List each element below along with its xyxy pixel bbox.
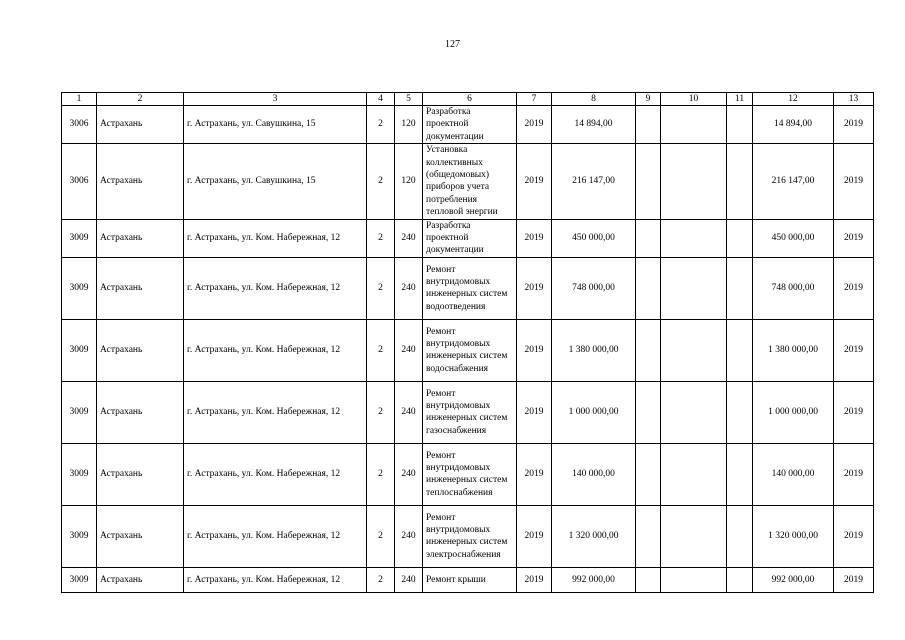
cell-address: г. Астрахань, ул. Ком. Набережная, 12	[184, 319, 367, 381]
cell-object-id: 3009	[62, 443, 97, 505]
cell-regional-fund: 1 000 000,00	[753, 381, 834, 443]
cell-floors: 2	[367, 106, 395, 144]
cell-start-year: 2019	[517, 257, 552, 319]
cell-city: Астрахань	[97, 381, 184, 443]
header-row	[62, 93, 874, 106]
cell-column-10	[661, 381, 727, 443]
cell-column-9	[636, 219, 661, 257]
column-header: 4	[367, 93, 395, 106]
cell-work-type: Ремонт внутридомовых инженерных систем электроснабжения	[423, 505, 517, 567]
cell-column-5: 120	[395, 144, 423, 219]
cell-start-year: 2019	[517, 505, 552, 567]
cell-end-year: 2019	[834, 319, 874, 381]
cell-column-9	[636, 443, 661, 505]
cell-address: г. Астрахань, ул. Ком. Набережная, 12	[184, 219, 367, 257]
cell-address: г. Астрахань, ул. Ком. Набережная, 12	[184, 505, 367, 567]
table-row	[62, 219, 874, 257]
cell-start-year: 2019	[517, 144, 552, 219]
cell-column-10	[661, 443, 727, 505]
column-header: 13	[834, 93, 874, 106]
cell-start-year: 2019	[517, 567, 552, 592]
cell-column-11	[727, 106, 753, 144]
cell-total-cost: 1 380 000,00	[552, 319, 636, 381]
cell-city: Астрахань	[97, 106, 184, 144]
cell-column-11	[727, 505, 753, 567]
cell-object-id: 3009	[62, 257, 97, 319]
cell-end-year: 2019	[834, 257, 874, 319]
registry-table	[61, 92, 874, 593]
cell-total-cost: 1 320 000,00	[552, 505, 636, 567]
column-header: 5	[395, 93, 423, 106]
cell-column-10	[661, 106, 727, 144]
cell-column-9	[636, 381, 661, 443]
cell-column-9	[636, 257, 661, 319]
table-row	[62, 505, 874, 567]
cell-object-id: 3009	[62, 567, 97, 592]
cell-start-year: 2019	[517, 106, 552, 144]
cell-work-type: Ремонт внутридомовых инженерных систем газоснабжения	[423, 381, 517, 443]
cell-column-11	[727, 257, 753, 319]
cell-floors: 2	[367, 144, 395, 219]
cell-city: Астрахань	[97, 443, 184, 505]
cell-start-year: 2019	[517, 443, 552, 505]
cell-work-type: Ремонт внутридомовых инженерных систем водоотведения	[423, 257, 517, 319]
cell-work-type: Ремонт внутридомовых инженерных систем водоснабжения	[423, 319, 517, 381]
cell-city: Астрахань	[97, 144, 184, 219]
cell-end-year: 2019	[834, 567, 874, 592]
cell-end-year: 2019	[834, 381, 874, 443]
cell-work-type: Ремонт внутридомовых инженерных систем теплоснабжения	[423, 443, 517, 505]
cell-total-cost: 450 000,00	[552, 219, 636, 257]
cell-city: Астрахань	[97, 505, 184, 567]
cell-address: г. Астрахань, ул. Савушкина, 15	[184, 106, 367, 144]
cell-column-5: 240	[395, 381, 423, 443]
cell-address: г. Астрахань, ул. Савушкина, 15	[184, 144, 367, 219]
cell-regional-fund: 992 000,00	[753, 567, 834, 592]
table-row	[62, 257, 874, 319]
cell-start-year: 2019	[517, 319, 552, 381]
cell-regional-fund: 1 380 000,00	[753, 319, 834, 381]
cell-regional-fund: 216 147,00	[753, 144, 834, 219]
cell-column-5: 120	[395, 106, 423, 144]
cell-regional-fund: 450 000,00	[753, 219, 834, 257]
cell-column-10	[661, 219, 727, 257]
table-row	[62, 443, 874, 505]
column-header: 2	[97, 93, 184, 106]
column-header: 11	[727, 93, 753, 106]
cell-floors: 2	[367, 505, 395, 567]
cell-regional-fund: 14 894,00	[753, 106, 834, 144]
cell-address: г. Астрахань, ул. Ком. Набережная, 12	[184, 381, 367, 443]
column-header: 12	[753, 93, 834, 106]
cell-column-9	[636, 505, 661, 567]
cell-start-year: 2019	[517, 219, 552, 257]
cell-floors: 2	[367, 567, 395, 592]
column-header: 1	[62, 93, 97, 106]
cell-floors: 2	[367, 381, 395, 443]
cell-start-year: 2019	[517, 381, 552, 443]
cell-city: Астрахань	[97, 319, 184, 381]
page-number: 127	[445, 39, 460, 50]
cell-column-9	[636, 567, 661, 592]
cell-column-11	[727, 443, 753, 505]
cell-regional-fund: 748 000,00	[753, 257, 834, 319]
cell-total-cost: 14 894,00	[552, 106, 636, 144]
cell-city: Астрахань	[97, 257, 184, 319]
cell-column-10	[661, 567, 727, 592]
cell-end-year: 2019	[834, 505, 874, 567]
cell-column-5: 240	[395, 443, 423, 505]
cell-object-id: 3009	[62, 505, 97, 567]
cell-regional-fund: 140 000,00	[753, 443, 834, 505]
cell-work-type: Разработка проектной документации	[423, 219, 517, 257]
column-header: 3	[184, 93, 367, 106]
cell-end-year: 2019	[834, 144, 874, 219]
cell-object-id: 3006	[62, 144, 97, 219]
cell-total-cost: 992 000,00	[552, 567, 636, 592]
cell-total-cost: 1 000 000,00	[552, 381, 636, 443]
cell-column-5: 240	[395, 567, 423, 592]
cell-address: г. Астрахань, ул. Ком. Набережная, 12	[184, 567, 367, 592]
cell-object-id: 3009	[62, 219, 97, 257]
cell-column-10	[661, 505, 727, 567]
cell-object-id: 3009	[62, 319, 97, 381]
cell-end-year: 2019	[834, 219, 874, 257]
table-row	[62, 381, 874, 443]
cell-floors: 2	[367, 443, 395, 505]
cell-floors: 2	[367, 319, 395, 381]
cell-total-cost: 140 000,00	[552, 443, 636, 505]
cell-column-5: 240	[395, 319, 423, 381]
cell-city: Астрахань	[97, 567, 184, 592]
cell-column-5: 240	[395, 505, 423, 567]
table-row	[62, 567, 874, 592]
cell-floors: 2	[367, 219, 395, 257]
cell-object-id: 3009	[62, 381, 97, 443]
column-header: 6	[423, 93, 517, 106]
cell-column-11	[727, 567, 753, 592]
cell-total-cost: 216 147,00	[552, 144, 636, 219]
cell-end-year: 2019	[834, 106, 874, 144]
column-header: 10	[661, 93, 727, 106]
cell-floors: 2	[367, 257, 395, 319]
cell-column-10	[661, 144, 727, 219]
table-body	[62, 106, 874, 593]
cell-address: г. Астрахань, ул. Ком. Набережная, 12	[184, 257, 367, 319]
cell-column-9	[636, 319, 661, 381]
cell-work-type: Ремонт крыши	[423, 567, 517, 592]
cell-column-10	[661, 257, 727, 319]
cell-column-10	[661, 319, 727, 381]
column-header: 8	[552, 93, 636, 106]
cell-total-cost: 748 000,00	[552, 257, 636, 319]
cell-column-5: 240	[395, 219, 423, 257]
cell-work-type: Установка коллективных (общедомовых) приборов учета потребления тепловой энергии	[423, 144, 517, 219]
cell-end-year: 2019	[834, 443, 874, 505]
cell-city: Астрахань	[97, 219, 184, 257]
cell-column-11	[727, 219, 753, 257]
column-header: 9	[636, 93, 661, 106]
column-header: 7	[517, 93, 552, 106]
table-row	[62, 144, 874, 219]
cell-column-11	[727, 319, 753, 381]
cell-column-9	[636, 106, 661, 144]
cell-column-11	[727, 144, 753, 219]
cell-object-id: 3006	[62, 106, 97, 144]
cell-work-type: Разработка проектной документации	[423, 106, 517, 144]
cell-column-9	[636, 144, 661, 219]
table-row	[62, 319, 874, 381]
cell-regional-fund: 1 320 000,00	[753, 505, 834, 567]
table-row	[62, 106, 874, 144]
cell-column-5: 240	[395, 257, 423, 319]
cell-address: г. Астрахань, ул. Ком. Набережная, 12	[184, 443, 367, 505]
cell-column-11	[727, 381, 753, 443]
